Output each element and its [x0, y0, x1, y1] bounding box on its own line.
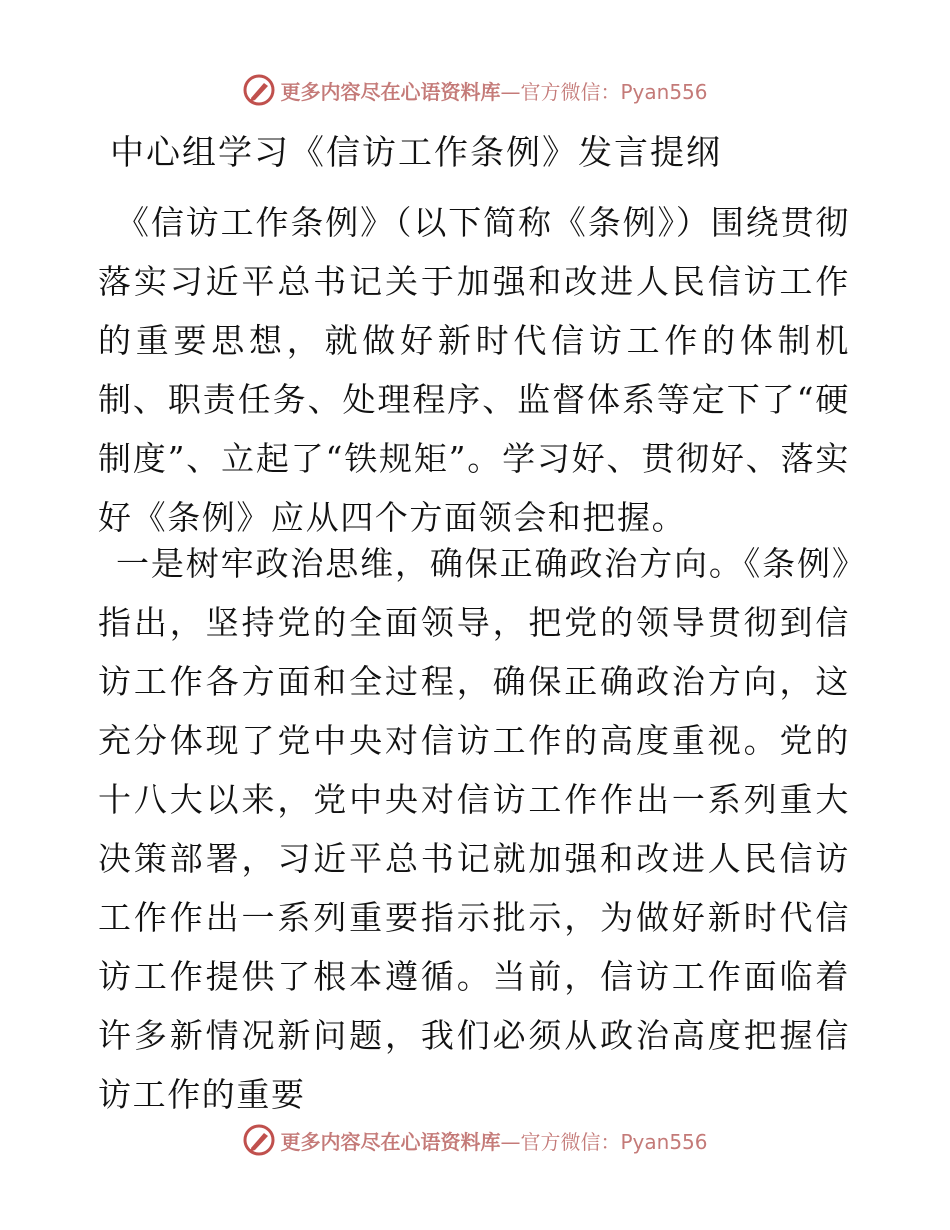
watermark-text: 更多内容尽在心语资料库—官方微信：Pyan556 [280, 79, 708, 104]
header-watermark [0, 70, 950, 110]
pen-logo-icon [242, 1123, 276, 1157]
watermark-text: 更多内容尽在心语资料库—官方微信：Pyan556 [280, 1129, 708, 1154]
pen-logo-icon [242, 73, 276, 107]
footer-watermark [0, 1120, 950, 1160]
paragraph-2: 一是树牢政治思维，确保正确政治方向。《条例》指出，坚持党的全面领导，把党的领导贯彻到信访工作各方面和全过程，确保正确政治方向，这充分体现了党中央对信访工作的高度重视。党的十八大以来，党中央对信访工作作出一系列重大决策部署，习近平总书记就加强和改进人民信访工作作出一系列重要指示批示，为做好新时代信访工作提供了根本遵循。当前，信访工作面临着许多新情况新问题，我们必须从政治高度把握信访工作的重要 [98, 544, 850, 1114]
document-title: 中心组学习《信访工作条例》发言提纲 [110, 133, 722, 173]
paragraph-1: 《信访工作条例》（以下简称《条例》）围绕贯彻落实习近平总书记关于加强和改进人民信访工作的重要思想，就做好新时代信访工作的体制机制、职责任务、处理程序、监督体系等定下了“硬制度”、立起了“铁规矩”。学习好、贯彻好、落实好《条例》应从四个方面领会和把握。 [98, 203, 850, 537]
